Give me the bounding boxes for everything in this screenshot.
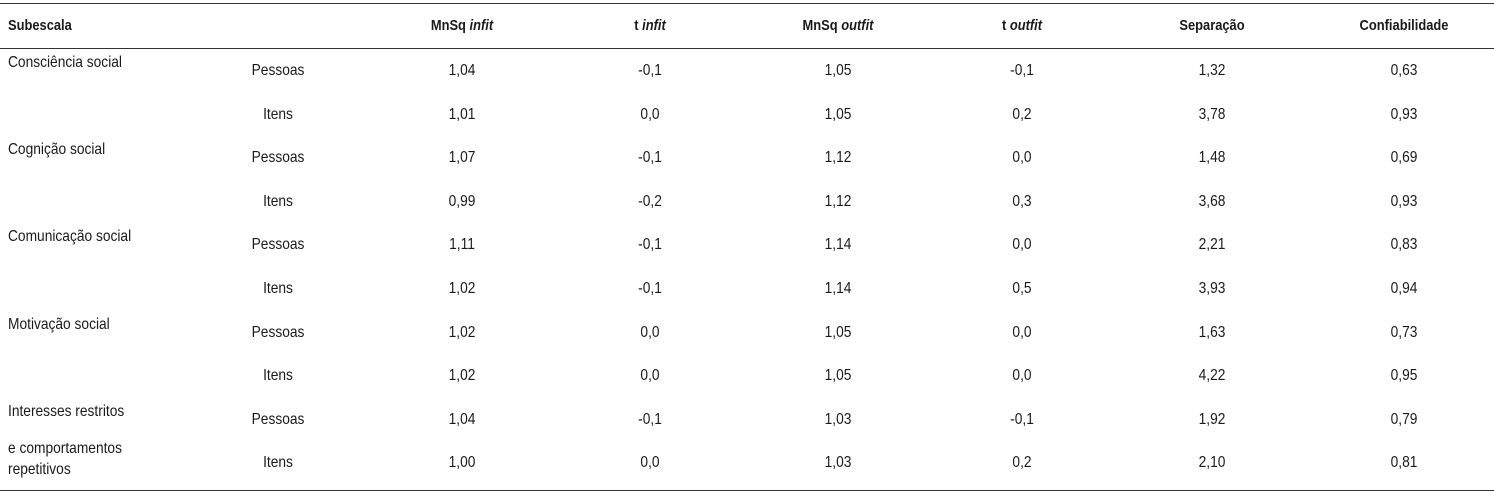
cell-t-infit: 0,0 [640, 105, 660, 123]
cell-mnsq-infit: 1,11 [449, 236, 475, 254]
header-t-outfit: t outfit [1001, 17, 1043, 34]
cell-subescala: Motivação social [8, 315, 110, 333]
cell-mnsq-infit: 1,04 [448, 410, 476, 428]
cell-t-outfit: 0,0 [1012, 367, 1032, 385]
table-row [0, 441, 1494, 484]
cell-confiabilidade: 0,93 [1390, 192, 1418, 210]
cell-t-outfit: -0,1 [1010, 410, 1034, 428]
header-mnsq-outfit: MnSq outfit [802, 17, 874, 34]
cell-t-infit: 0,0 [640, 454, 660, 472]
cell-separacao: 3,68 [1198, 192, 1226, 210]
cell-t-outfit: 0,0 [1012, 236, 1032, 254]
cell-t-infit: 0,0 [640, 323, 660, 341]
header-confiabilidade: Confiabilidade [1359, 17, 1449, 34]
cell-separacao: 1,48 [1198, 149, 1226, 167]
cell-t-infit: -0,1 [638, 62, 662, 79]
cell-subescala [8, 93, 197, 96]
cell-mnsq-infit: 1,04 [448, 62, 476, 79]
cell-subescala [8, 180, 197, 183]
table-header-row [0, 4, 1494, 48]
cell-mnsq-infit: 1,07 [448, 149, 476, 167]
cell-grupo: Pessoas [251, 410, 305, 428]
cell-confiabilidade: 0,81 [1390, 454, 1418, 472]
table-row [0, 223, 1494, 266]
table-row [0, 136, 1494, 179]
cell-t-outfit: 0,5 [1012, 280, 1032, 297]
header-t-infit: t infit [634, 17, 666, 34]
cell-grupo: Itens [263, 454, 293, 472]
cell-mnsq-outfit: 1,03 [824, 454, 852, 472]
table-row [0, 398, 1494, 441]
cell-separacao: 2,21 [1198, 236, 1226, 254]
cell-subescala: e comportamentos repetitivos [8, 440, 122, 479]
cell-subescala: Comunicação social [8, 228, 132, 246]
cell-t-outfit: 0,0 [1012, 323, 1032, 341]
cell-mnsq-outfit: 1,05 [824, 323, 852, 341]
cell-subescala [8, 354, 197, 357]
cell-separacao: 4,22 [1198, 367, 1226, 385]
cell-t-infit: -0,1 [638, 149, 662, 167]
cell-separacao: 3,78 [1198, 105, 1226, 123]
table-row [0, 311, 1494, 354]
cell-grupo: Pessoas [251, 149, 305, 167]
cell-separacao: 1,63 [1198, 323, 1226, 341]
cell-subescala [8, 267, 197, 270]
cell-confiabilidade: 0,83 [1390, 236, 1418, 254]
cell-grupo: Itens [263, 280, 293, 297]
cell-subescala: Consciência social [8, 54, 122, 71]
cell-mnsq-outfit: 1,03 [824, 410, 852, 428]
cell-mnsq-infit: 1,00 [448, 454, 476, 472]
cell-grupo: Itens [263, 192, 293, 210]
cell-grupo: Pessoas [251, 236, 305, 254]
cell-mnsq-outfit: 1,14 [824, 280, 852, 297]
table-bottom-rule [0, 490, 1494, 491]
cell-confiabilidade: 0,95 [1390, 367, 1418, 385]
cell-t-infit: -0,1 [638, 236, 662, 254]
cell-t-outfit: 0,3 [1012, 192, 1032, 210]
cell-confiabilidade: 0,69 [1390, 149, 1418, 167]
cell-confiabilidade: 0,93 [1390, 105, 1418, 123]
cell-confiabilidade: 0,79 [1390, 410, 1418, 428]
cell-mnsq-infit: 0,99 [448, 192, 476, 210]
table-row [0, 49, 1494, 92]
cell-confiabilidade: 0,63 [1390, 62, 1418, 79]
table-row [0, 267, 1494, 310]
cell-mnsq-outfit: 1,12 [824, 192, 852, 210]
table-row [0, 180, 1494, 223]
cell-confiabilidade: 0,73 [1390, 323, 1418, 341]
cell-confiabilidade: 0,94 [1390, 280, 1418, 297]
cell-grupo: Pessoas [251, 323, 305, 341]
cell-subescala: Interesses restritos [8, 402, 125, 420]
cell-mnsq-outfit: 1,14 [824, 236, 852, 254]
table-row [0, 93, 1494, 136]
cell-t-infit: -0,1 [638, 280, 662, 297]
cell-mnsq-outfit: 1,05 [824, 105, 852, 123]
cell-mnsq-infit: 1,01 [448, 105, 476, 123]
table-row [0, 354, 1494, 397]
cell-separacao: 1,32 [1198, 62, 1226, 79]
header-subescala: Subescala [8, 17, 72, 34]
cell-t-outfit: 0,2 [1012, 105, 1032, 123]
cell-t-outfit: 0,0 [1012, 149, 1032, 167]
cell-mnsq-infit: 1,02 [448, 323, 476, 341]
cell-grupo: Pessoas [251, 62, 305, 79]
header-separacao: Separação [1179, 17, 1245, 34]
cell-grupo: Itens [263, 105, 293, 123]
cell-mnsq-outfit: 1,12 [824, 149, 852, 167]
cell-separacao: 2,10 [1198, 454, 1226, 472]
cell-mnsq-outfit: 1,05 [824, 367, 852, 385]
cell-separacao: 1,92 [1198, 410, 1226, 428]
header-mnsq-infit: MnSq infit [430, 17, 494, 34]
cell-t-infit: 0,0 [640, 367, 660, 385]
cell-t-outfit: -0,1 [1010, 62, 1034, 79]
cell-separacao: 3,93 [1198, 280, 1226, 297]
cell-grupo: Itens [263, 367, 293, 385]
cell-subescala: Cognição social [8, 141, 106, 159]
cell-mnsq-outfit: 1,05 [824, 62, 852, 79]
cell-mnsq-infit: 1,02 [448, 367, 476, 385]
cell-t-infit: -0,2 [638, 192, 662, 210]
cell-t-infit: -0,1 [638, 410, 662, 428]
cell-mnsq-infit: 1,02 [448, 280, 476, 297]
cell-t-outfit: 0,2 [1012, 454, 1032, 472]
